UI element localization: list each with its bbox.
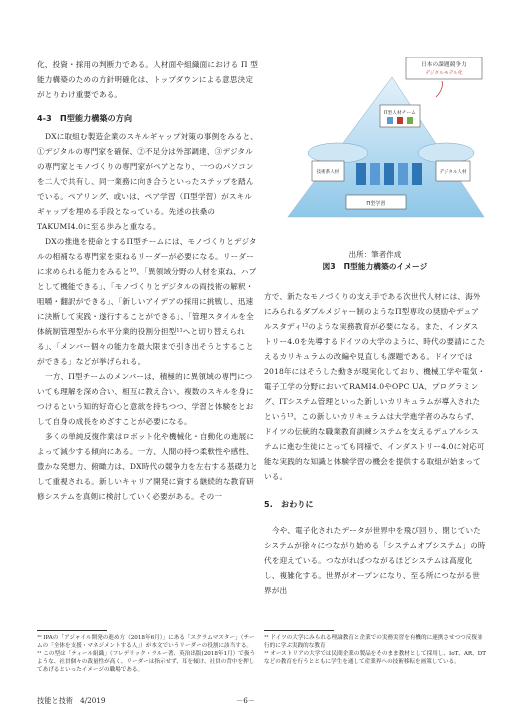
section-heading-4-3: 4-3 Π型能力構築の方向 (37, 114, 133, 123)
team-member-icon (387, 117, 393, 124)
body-paragraph: 今や、電子化されたデータが世界中を飛び回り、閉じていたシステムが徐々につながり始める「システムオブシステム」の時代を迎えている。つながればつながるほどシステムは高度化し、複雑化する。世界がオープンになり、至る所につながる世界が出 (264, 526, 486, 595)
page-number: －6－ (236, 696, 255, 705)
right-column (264, 57, 486, 598)
people-icons (356, 163, 422, 185)
footnote: ¹¹ この型は「ティール組織」（フレデリック・ラルー著、英治出版(2018年1月）で扱うような、社員個々の裁量性が高く、リーダーは指示せず、耳を傾け、社員の背中を押してあげるといったイメージの職場である。 (37, 651, 256, 673)
team-member-icon (397, 117, 403, 124)
pi-team-label: Π型人材チーム (383, 111, 417, 116)
pi-model-diagram (264, 57, 486, 243)
body-paragraph: DXに取組む製造企業のスキルギャップ対策の事例をみると、①デジタルの専門家を確保、②不足分は外部調達、③デジタルの専門家とモノづくりの専門家がペアとなり、一つのパソコンを二人で共有し、同一業務に向き合うといったステップを踏んでいる。ペアリング、或いは、ペア学習（Π型学習）がスキルギャップを埋める手段となっている。先述の扶桑のTAKUMI4.0に至る歩みと重なる。 (37, 132, 259, 231)
footnote: ¹⁰ IPAの「アジャイル開発の進め方（2018年6月）」にある「スクラムマスター」（チームの「全体を支援・マネジメントする人」）が本文でいうリーダーの役割に該当する。 (37, 635, 255, 649)
footnote: ¹² ドイツの大学にみられる理論教育と企業での実務実習を有機的に連携させつつ反復並行的に学ぶ実践的な教育 (264, 635, 483, 649)
body-paragraph: 多くの単純反復作業はロボット化や機械化・自動化の進展によって減少する傾向にある。一方、人間の持つ柔軟性や感性、豊かな発想力、俯瞰力は、DX時代の競争力を左右する基礎力として重視される。新しいキャリア開発に資する継続的な教育研修システムを真剣に検討していく必要がある。その一 (37, 432, 258, 501)
body-paragraph: 一方、Π型チームのメンバーは、積極的に異領域の専門についても理解を深め合い、相互に教え合い、複数のスキルを身につけるという知的好奇心と意欲を持ちつつ、学習と体験をとおして自身の成長をめざすことが必要になる。 (37, 372, 254, 426)
body-paragraph: DXの推進を使命とするΠ型チームには、モノづくりとデジタルの相補なる専門家を束ねるリーダーが必要になる。リーダーに求められる能力をみると¹⁰、「異領域分野の人材を束ね、ハブとして機能できる」、「モノづくりとデジタルの両技術の解釈・咀嚼・翻訳ができる」、「新しいアイデアの採用に挑戦し、迅速に決断して実践・遂行することができる」、「管理スタイルを全体統制管理型から水平分業的役割分担型¹¹へと切り替えられる」、「メンバー個々の能力を最大限まで引き出そうとすることができる」などが挙げられる。 (37, 237, 257, 366)
figure-caption: 図3 Π型能力構築のイメージ (322, 262, 428, 271)
footnote: ¹³ オーストリアの大学では民間企業の製品をそのまま教材として採用し、IoT、AR、DTなどの教育を行うとともに学生を通して産業界への技術移転を画策している。 (264, 651, 486, 665)
footnote-divider (37, 630, 107, 631)
team-member-icon (407, 117, 413, 124)
right-footnotes (264, 630, 486, 666)
right-tag-label: デジタル人材 (439, 170, 467, 175)
learning-ellipse (418, 143, 474, 163)
footnote-divider (264, 630, 334, 631)
section-heading-5: 5. おわりに (264, 500, 314, 509)
left-tag-label: 技術系人材 (316, 170, 340, 175)
left-column (37, 57, 259, 504)
figure-source: 出所：筆者作成 (348, 250, 402, 259)
pi-learning-label: Π型学習 (366, 201, 386, 207)
figure-title-sub: デジタルモデル化 (425, 71, 463, 76)
intro-paragraph: 化、投資・採用の判断力である。人材面や組織面における Π 型能力構築のための方針明確化は、トップダウンによる意思決定がとりわけ重要である。 (37, 60, 258, 99)
body-paragraph: 方で、新たなモノづくりの支え手である次世代人材には、海外にみられるダブルメジャー制のようなΠ型専攻の奨励やデュアルスタディ¹²のような実務教育が必要になる。また、インダストリー4.0を先導するドイツの大学のように、時代の要請にこたえるカリキュラムの改編や見直しも課題である。ドイツでは2018年にはそうした動きが現実化しており、機械工学や電気・電子工学の分野においてRAMI4.0やOPC UA、プログラミング、ITシステム管理といった新しいカリキュラムが導入されたという¹³。この新しいカリキュラムは大学進学者のみならず、ドイツの伝統的な職業教育訓練システムを支えるデュアルシステムに進む生徒にとっても同様で、インダストリー4.0に対応可能な実践的な知識と体験学習の機会を提供する取組が始まっている。 (264, 292, 486, 481)
connector-arrow (436, 81, 442, 97)
figure-title: 日本の課題競争力 (421, 62, 467, 68)
learning-ellipse (308, 143, 368, 163)
left-footnotes (37, 630, 259, 674)
pi-model-figure (264, 57, 486, 243)
journal-footer: 技能と技術 4/2019 (37, 696, 106, 705)
